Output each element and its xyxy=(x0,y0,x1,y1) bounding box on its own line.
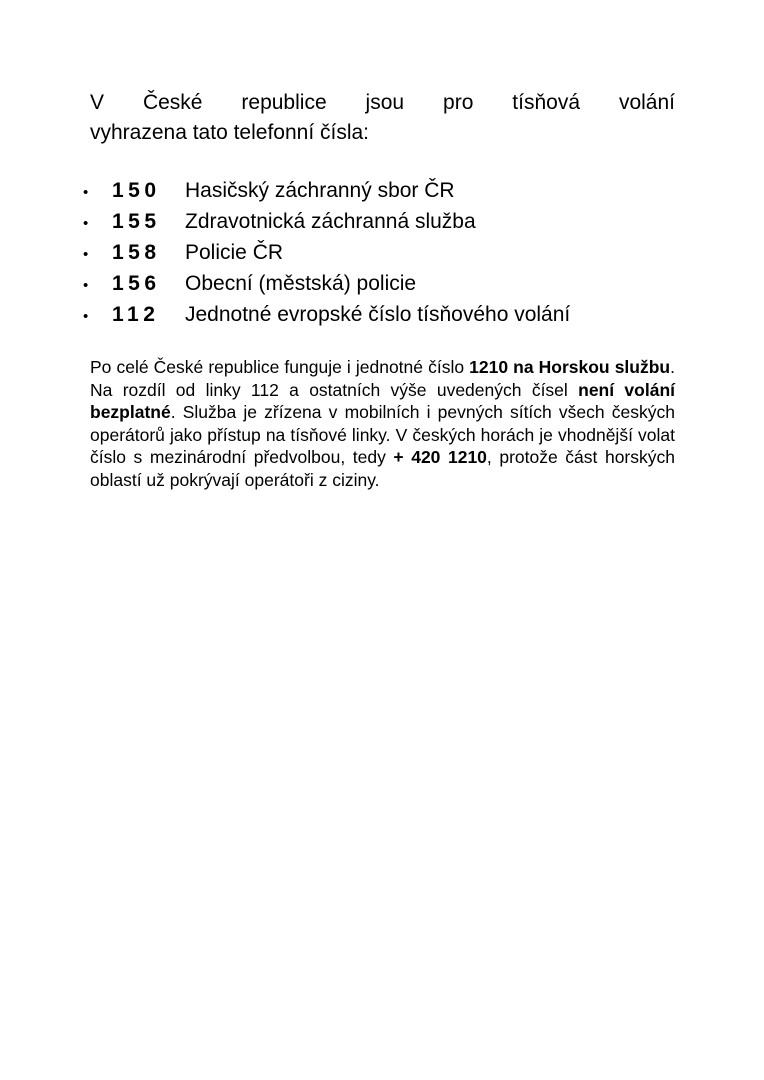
emergency-service-label: Hasičský záchranný sbor ČR xyxy=(185,179,455,202)
emergency-number: 158 xyxy=(112,241,161,264)
info-text-segment: Po celé České republice funguje i jednotné číslo xyxy=(90,357,470,377)
info-text-segment: . Na rozdíl od linky 112 a ostatních výše uvedených čísel xyxy=(90,357,675,400)
intro-line-2: vyhrazena tato telefonní čísla: xyxy=(90,121,369,144)
emergency-service-label: Zdravotnická záchranná služba xyxy=(185,210,476,233)
list-item xyxy=(83,269,675,300)
emergency-numbers-list xyxy=(83,176,675,331)
emergency-service-label: Policie ČR xyxy=(185,241,284,264)
bullet-icon: • xyxy=(83,246,89,263)
bullet-icon: • xyxy=(83,308,89,325)
info-bold-horska-sluzba: 1210 na Horskou službu xyxy=(469,357,671,377)
info-bold-phone-number: + 420 1210 xyxy=(393,447,487,467)
info-text-segment: . Služba je zřízena v mobilních i pevných sítích všech českých operátorů jako přístup na tísňové linky. V českých horách je vhodnější volat číslo s mezinárodní předvolbou, tedy xyxy=(90,402,675,467)
list-item xyxy=(83,207,675,238)
emergency-number: 150 xyxy=(112,179,161,202)
emergency-number: 156 xyxy=(112,272,161,295)
info-bold-neni-volani-bezplatne: není volání bezplatné xyxy=(90,379,675,422)
intro-paragraph xyxy=(90,88,675,148)
info-text-segment: , protože část horských oblastí už pokrývají operátoři z ciziny. xyxy=(90,447,675,490)
bullet-icon: • xyxy=(83,215,89,232)
bullet-icon: • xyxy=(83,184,89,201)
list-item xyxy=(83,176,675,207)
list-item xyxy=(83,300,675,331)
bullet-icon: • xyxy=(83,277,89,294)
intro-line-1: V České republice jsou pro tísňová volání xyxy=(90,91,675,114)
info-paragraph xyxy=(90,356,675,491)
emergency-service-label: Jednotné evropské číslo tísňového volání xyxy=(185,303,571,326)
emergency-number: 112 xyxy=(112,303,160,326)
emergency-number: 155 xyxy=(112,210,161,233)
emergency-service-label: Obecní (městská) policie xyxy=(185,272,417,295)
list-item xyxy=(83,238,675,269)
